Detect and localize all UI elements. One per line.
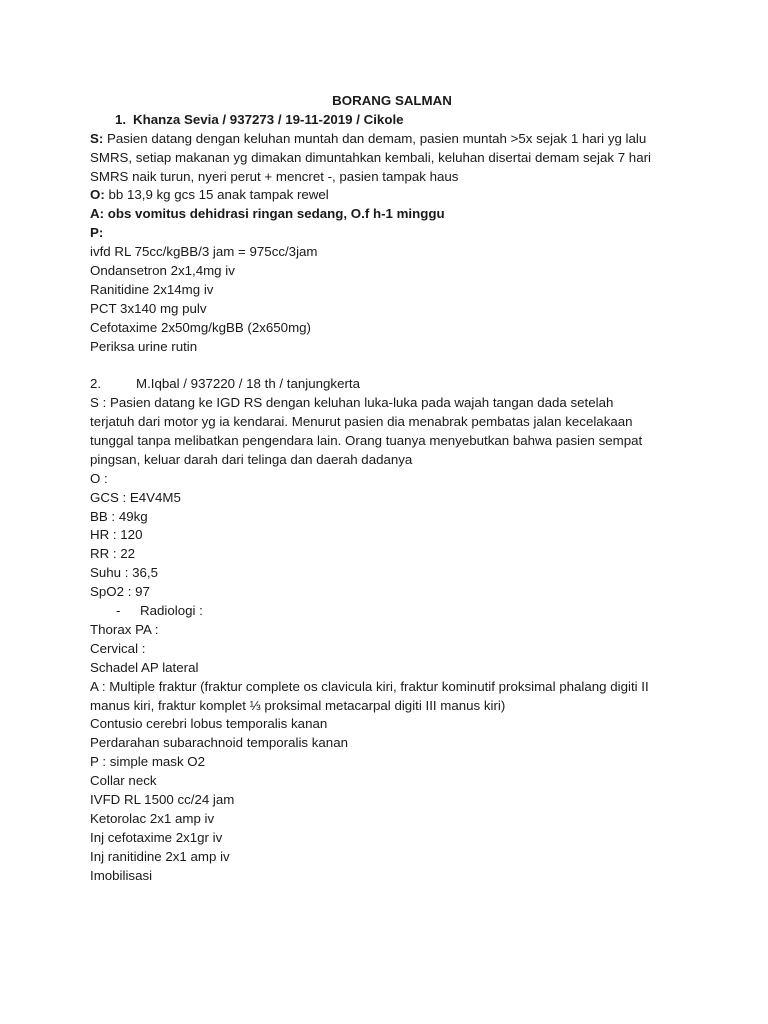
case1-plan-line-4: PCT 3x140 mg pulv [90, 300, 207, 316]
case2-assessment-line-1: A : Multiple fraktur (fraktur complete os clavicula kiri, fraktur kominutif proksimal phalang digiti II [90, 678, 649, 694]
case1-plan-line-5: Cefotaxime 2x50mg/kgBB (2x650mg) [90, 319, 311, 335]
case1-o-text: bb 13,9 kg gcs 15 anak tampak rewel [104, 187, 329, 203]
case1-s-text-1: Pasien datang dengan keluhan muntah dan demam, pasien muntah >5x sejak 1 hari yg lalu [103, 130, 647, 146]
case2-objective-line-5: RR : 22 [90, 546, 136, 562]
case2-plan-line-5: Inj cefotaxime 2x1gr iv [90, 829, 223, 845]
case2-plan-line-7: Imobilisasi [90, 867, 153, 883]
case1-o-label: O: [90, 187, 105, 203]
case2-subjective-line-4: pingsan, keluar darah dari telinga dan daerah dadanya [90, 451, 413, 467]
case2-plan-line-3: IVFD RL 1500 cc/24 jam [90, 791, 235, 807]
document-body [90, 92, 690, 885]
case2-assessment-line-3: Contusio cerebri lobus temporalis kanan [90, 716, 328, 732]
case1-objective-line [90, 186, 690, 205]
case1-p-label: P: [90, 225, 104, 241]
case1-s-label: S: [90, 130, 104, 146]
case2-number: 2. [90, 376, 102, 392]
case1-subjective-line-2: SMRS, setiap makanan yg dimakan dimuntahkan kembali, keluhan disertai demam sejak 7 hari [90, 149, 651, 165]
case2-objective-line-6: Suhu : 36,5 [90, 565, 159, 581]
case1-plan-line-2: Ondansetron 2x1,4mg iv [90, 263, 235, 279]
case1-subjective-line-1 [90, 130, 690, 149]
case2-plan-line-6: Inj ranitidine 2x1 amp iv [90, 848, 230, 864]
case1-number: 1. [115, 111, 127, 127]
case2-objective-line-4: HR : 120 [90, 527, 143, 543]
case2-radiologi-line-1: Thorax PA : [90, 621, 159, 637]
bullet-dash: - [116, 603, 121, 619]
case2-subjective-line-3: tunggal tanpa melibatkan pengendara lain. Orang tuanya menyebutkan bahwa pasien sempat [90, 433, 643, 449]
case1-subjective-line-3: SMRS naik turun, nyeri perut + mencret -, pasien tampak haus [90, 168, 459, 184]
section-spacer [90, 356, 690, 375]
case2-objective-line-7: SpO2 : 97 [90, 584, 150, 600]
case2-assessment-line-4: Perdarahan subarachnoid temporalis kanan [90, 735, 348, 751]
case2-plan-line-2: Collar neck [90, 773, 157, 789]
case2-objective-line-3: BB : 49kg [90, 508, 148, 524]
case1-plan-line-6: Periksa urine rutin [90, 338, 198, 354]
case2-assessment-line-2: manus kiri, fraktur komplet ⅓ proksimal metacarpal digiti III manus kiri) [90, 697, 506, 713]
case2-plan-line-1: P : simple mask O2 [90, 754, 206, 770]
case2-plan-line-4: Ketorolac 2x1 amp iv [90, 810, 215, 826]
case2-header-text: M.Iqbal / 937220 / 18 th / tanjungkerta [136, 376, 360, 392]
case2-subjective-line-1: S : Pasien datang ke IGD RS dengan keluhan luka-luka pada wajah tangan dada setelah [90, 395, 614, 411]
case2-radiologi-line-2: Cervical : [90, 640, 146, 656]
case1-plan-line-1: ivfd RL 75cc/kgBB/3 jam = 975cc/3jam [90, 244, 318, 260]
case1-plan-line-3: Ranitidine 2x14mg iv [90, 281, 214, 297]
document-title: BORANG SALMAN [332, 93, 452, 108]
case2-objective-line-2: GCS : E4V4M5 [90, 489, 181, 505]
case2-radiologi-label: Radiologi : [140, 603, 203, 619]
case2-radiologi-item [90, 602, 690, 621]
case2-header [90, 375, 690, 394]
case1-header [90, 111, 690, 130]
case2-radiologi-line-3: Schadel AP lateral [90, 659, 199, 675]
case2-subjective-line-2: terjatuh dari motor yg ia kendarai. Menurut pasien dia menabrak pembatas jalan kecelakaan [90, 414, 633, 430]
case1-header-text: Khanza Sevia / 937273 / 19-11-2019 / Cikole [133, 111, 404, 127]
case2-objective-line-1: O : [90, 470, 108, 486]
case1-assessment-line: A: obs vomitus dehidrasi ringan sedang, O.f h-1 minggu [90, 206, 445, 222]
